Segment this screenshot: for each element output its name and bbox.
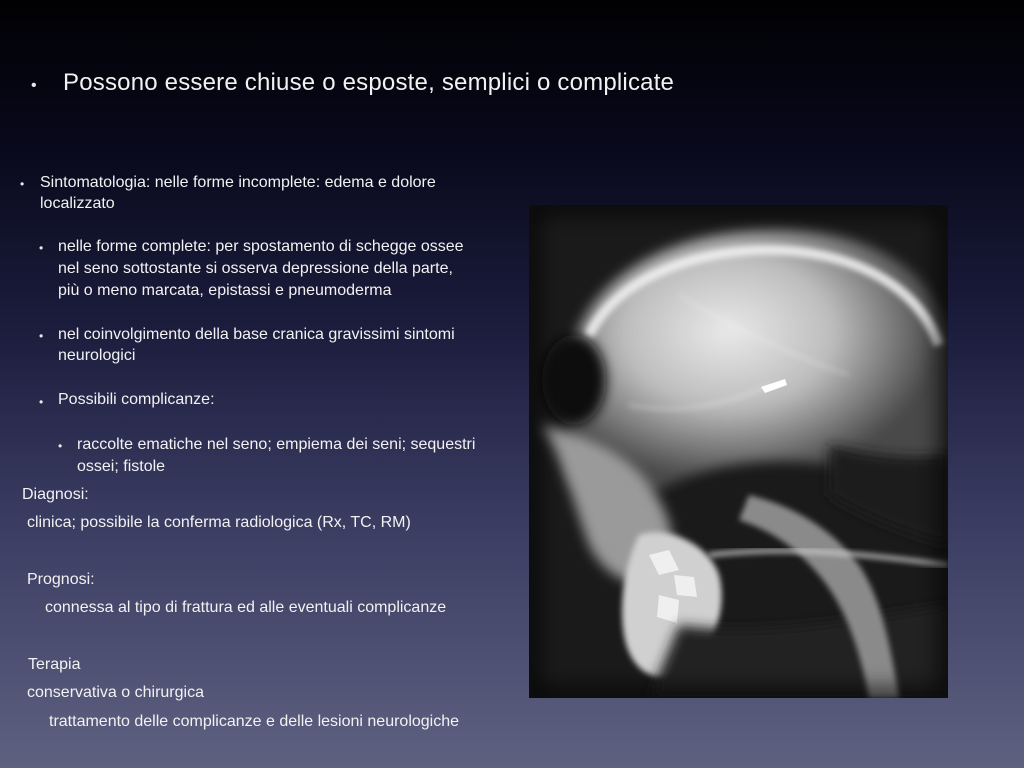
bullet: • xyxy=(58,439,63,453)
bullet: • xyxy=(39,241,44,255)
prognosis-label: Prognosi: xyxy=(27,571,95,588)
therapy-text-2: trattamento delle complicanze e delle lesioni neurologiche xyxy=(49,713,460,730)
symptoms-text-line1: Sintomatologia: nelle forme incomplete: edema e dolore xyxy=(40,174,436,191)
prognosis-text: connessa al tipo di frattura ed alle eventuali complicanze xyxy=(45,599,447,616)
skull-base-line2: neurologici xyxy=(58,347,136,364)
therapy-label: Terapia xyxy=(28,656,81,673)
complications-line1: raccolte ematiche nel seno; empiema dei seni; sequestri xyxy=(77,436,476,453)
skull-xray-image xyxy=(529,205,948,698)
complete-forms-line1: nelle forme complete: per spostamento di schegge ossee xyxy=(58,238,464,255)
slide-title: Possono essere chiuse o esposte, semplici o complicate xyxy=(63,69,675,96)
symptoms-text-line2: localizzato xyxy=(40,195,115,212)
complications-line2: ossei; fistole xyxy=(77,458,166,475)
skull-base-line1: nel coinvolgimento della base cranica gravissimi sintomi xyxy=(58,326,455,343)
bullet: • xyxy=(20,177,25,191)
diagnosis-label: Diagnosi: xyxy=(22,486,89,503)
therapy-text-1: conservativa o chirurgica xyxy=(27,684,204,701)
complete-forms-line2: nel seno sottostante si osserva depressione della parte, xyxy=(58,260,453,277)
diagnosis-text: clinica; possibile la conferma radiologica (Rx, TC, RM) xyxy=(27,514,411,531)
complications-label: Possibili complicanze: xyxy=(58,391,215,408)
bullet: • xyxy=(39,329,44,343)
bullet: • xyxy=(39,395,44,409)
title-bullet: • xyxy=(31,77,37,94)
complete-forms-line3: più o meno marcata, epistassi e pneumoderma xyxy=(58,282,392,299)
